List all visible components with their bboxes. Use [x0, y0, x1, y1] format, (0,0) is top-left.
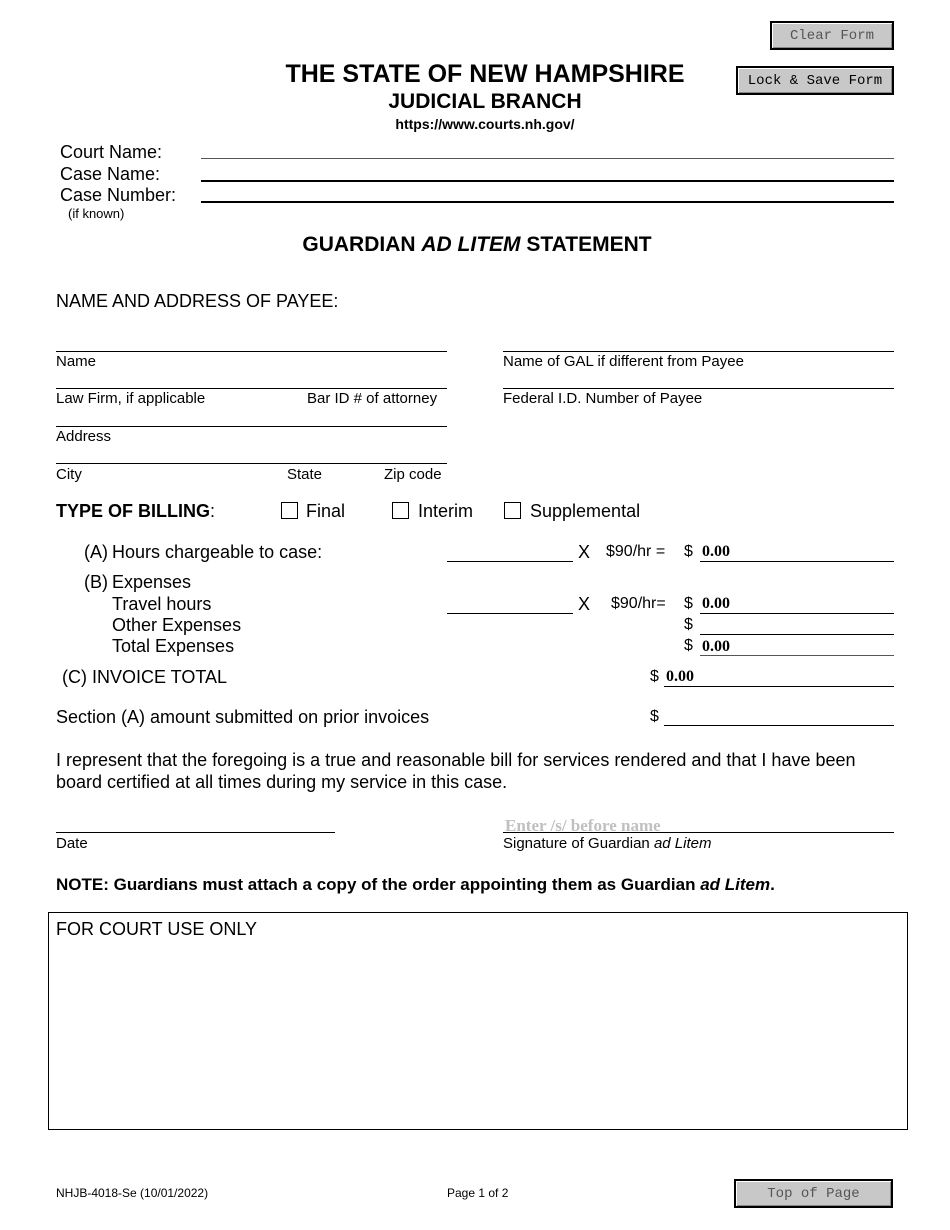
billing-type-colon: :	[210, 501, 216, 521]
payee-heading: NAME AND ADDRESS OF PAYEE:	[56, 291, 339, 311]
hours-chargeable-field[interactable]	[447, 561, 573, 562]
court-name-label: Court Name:	[60, 142, 163, 162]
billing-type-text: TYPE OF BILLING	[56, 501, 211, 521]
prior-dollar-sign: $	[650, 708, 659, 725]
hours-dollar-sign: $	[684, 543, 693, 560]
invoice-total-field[interactable]	[664, 686, 894, 687]
case-number-field[interactable]	[201, 201, 894, 203]
court-use-label: FOR COURT USE ONLY	[56, 919, 258, 939]
invoice-total-label: (C) INVOICE TOTAL	[62, 667, 228, 687]
total-expenses-label: Total Expenses	[112, 636, 235, 656]
form-id: NHJB-4018-Se (10/01/2022)	[56, 1186, 209, 1200]
travel-rate: $90/hr=	[611, 595, 666, 612]
hours-multiply-sign: X	[578, 542, 591, 562]
top-of-page-button[interactable]: Top of Page	[734, 1179, 893, 1208]
signature-label-italic: ad Litem	[653, 835, 712, 852]
note-text: NOTE: Guardians must attach a copy of the order appointing them as Guardian	[56, 875, 696, 894]
form-title	[100, 233, 854, 257]
note-end: .	[770, 875, 775, 894]
invoice-dollar-sign: $	[650, 668, 659, 685]
law-firm-field[interactable]	[56, 388, 447, 389]
city-label: City	[56, 466, 82, 483]
interim-checkbox[interactable]	[392, 502, 409, 519]
hours-total-field[interactable]	[700, 561, 894, 562]
expenses-label: Expenses	[112, 572, 192, 592]
other-dollar-sign: $	[684, 616, 693, 633]
other-expenses-label: Other Expenses	[112, 615, 242, 635]
hours-rate: $90/hr =	[606, 543, 666, 560]
supplemental-checkbox[interactable]	[504, 502, 521, 519]
billing-type-label	[56, 501, 215, 522]
title-part-1: GUARDIAN	[302, 233, 416, 256]
if-known-note: (if known)	[68, 206, 125, 221]
note	[56, 875, 775, 895]
total-expenses-value: 0.00	[702, 638, 730, 655]
prior-invoices-label: Section (A) amount submitted on prior invoices	[56, 707, 430, 727]
travel-hours-label: Travel hours	[112, 594, 212, 614]
city-state-zip-field[interactable]	[56, 463, 447, 464]
case-name-field[interactable]	[201, 180, 894, 182]
travel-hours-field[interactable]	[447, 613, 573, 614]
court-url: https://www.courts.nh.gov/	[395, 116, 575, 132]
travel-multiply-sign: X	[578, 594, 591, 614]
name-field[interactable]	[56, 351, 447, 352]
title-part-2: AD LITEM	[421, 233, 521, 256]
travel-dollar-sign: $	[684, 595, 693, 612]
lock-save-form-button[interactable]: Lock & Save Form	[736, 66, 894, 95]
other-expenses-field[interactable]	[700, 634, 894, 635]
b-label: (B)	[84, 572, 108, 592]
travel-total-value: 0.00	[702, 595, 730, 612]
gal-name-label: Name of GAL if different from Payee	[503, 353, 744, 370]
federal-id-field[interactable]	[503, 388, 894, 389]
note-italic: ad Litem	[700, 875, 771, 894]
signature-placeholder: Enter /s/ before name	[505, 816, 661, 835]
final-checkbox[interactable]	[281, 502, 298, 519]
clear-form-button[interactable]: Clear Form	[770, 21, 894, 50]
hours-total-value: 0.00	[702, 543, 730, 560]
final-label: Final	[306, 501, 346, 521]
zip-label: Zip code	[384, 466, 442, 483]
signature-label-text: Signature of Guardian	[503, 835, 650, 852]
certification-statement: I represent that the foregoing is a true and reasonable bill for services rendered and that I have been board certified at all times during my service in this case.	[56, 750, 856, 792]
title-part-3: STATEMENT	[526, 233, 652, 256]
travel-total-field[interactable]	[700, 613, 894, 614]
signature-field[interactable]	[503, 832, 894, 833]
a-label: (A)	[84, 542, 108, 562]
state-title: THE STATE OF NEW HAMPSHIRE	[285, 60, 685, 88]
invoice-total-value: 0.00	[666, 668, 694, 685]
court-name-field[interactable]	[201, 158, 894, 159]
hours-chargeable-label: Hours chargeable to case:	[112, 542, 323, 562]
page-number: Page 1 of 2	[447, 1186, 509, 1200]
signature-label	[503, 835, 711, 852]
supplemental-label: Supplemental	[530, 501, 641, 521]
total-dollar-sign: $	[684, 637, 693, 654]
date-label: Date	[56, 835, 88, 852]
gal-name-field[interactable]	[503, 351, 894, 352]
bar-id-label: Bar ID # of attorney	[307, 390, 438, 407]
case-number-label: Case Number:	[60, 185, 177, 205]
prior-invoices-field[interactable]	[664, 725, 894, 726]
case-name-label: Case Name:	[60, 164, 161, 184]
law-firm-label: Law Firm, if applicable	[56, 390, 206, 407]
address-label: Address	[56, 428, 112, 445]
federal-id-label: Federal I.D. Number of Payee	[503, 390, 703, 407]
state-label: State	[287, 466, 323, 483]
date-field[interactable]	[56, 832, 335, 833]
branch-title: JUDICIAL BRANCH	[388, 90, 582, 113]
name-label: Name	[56, 353, 97, 370]
court-use-box	[48, 912, 908, 1130]
interim-label: Interim	[418, 501, 474, 521]
address-field[interactable]	[56, 426, 447, 427]
